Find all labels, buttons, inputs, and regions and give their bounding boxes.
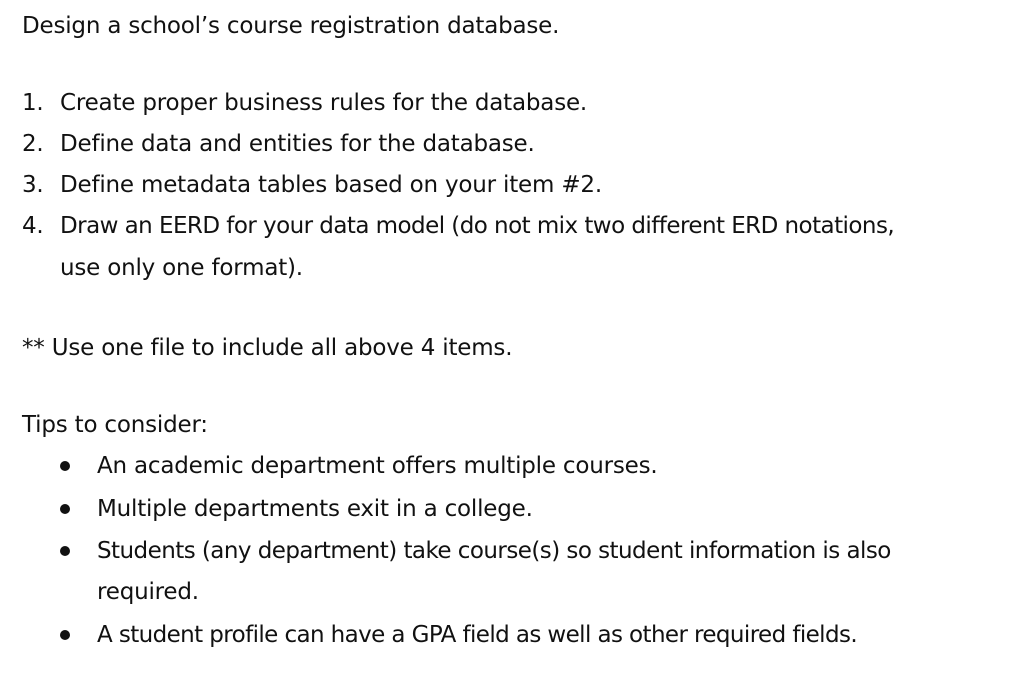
list-item-number: 2. [22,131,44,157]
bullet-icon [60,504,70,514]
list-item-text: Define data and entities for the database. [60,131,535,157]
document-title: Design a school’s course registration database. [22,13,560,39]
list-item-text: Define metadata tables based on your item #2. [60,172,602,198]
list-item-number: 1. [22,90,44,116]
tip-item-text: A student profile can have a GPA field as well as other required fields. [97,622,858,648]
note-text: ** Use one file to include all above 4 items. [22,335,513,361]
tip-item-text: Students (any department) take course(s) so student information is also [97,538,891,564]
list-item-continuation: use only one format). [60,255,303,281]
bullet-icon [60,546,70,556]
tip-item-text: An academic department offers multiple courses. [97,453,658,479]
tips-heading: Tips to consider: [22,412,208,438]
tip-item-text: Multiple departments exit in a college. [97,496,533,522]
bullet-icon [60,461,70,471]
list-item-text: Draw an EERD for your data model (do not mix two different ERD notations, [60,213,895,239]
tip-item-continuation: required. [97,579,199,605]
list-item-text: Create proper business rules for the database. [60,90,588,116]
bullet-icon [60,630,70,640]
list-item-number: 4. [22,213,44,239]
list-item-number: 3. [22,172,44,198]
